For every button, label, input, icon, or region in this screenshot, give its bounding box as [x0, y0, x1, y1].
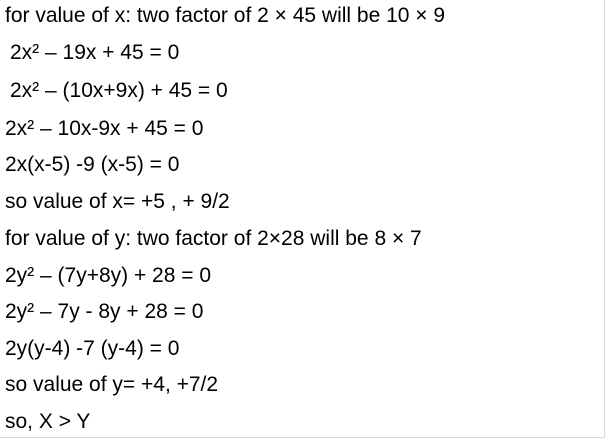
y-factored-form: 2y(y-4) -7 (y-4) = 0 [5, 337, 180, 360]
y-split-middle-term: 2y² – (7y+8y) + 28 = 0 [5, 264, 212, 287]
conclusion: so, X > Y [5, 410, 91, 433]
y-solution: so value of y= +4, +7/2 [5, 373, 219, 396]
x-equation: 2x² – 19x + 45 = 0 [10, 41, 180, 64]
y-expanded-terms: 2y² – 7y - 8y + 28 = 0 [5, 300, 204, 323]
x-expanded-terms: 2x² – 10x-9x + 45 = 0 [5, 117, 204, 140]
x-solution: so value of x= +5 , + 9/2 [5, 190, 230, 213]
x-factor-intro: for value of x: two factor of 2 × 45 will be 10 × 9 [5, 4, 446, 27]
x-split-middle-term: 2x² – (10x+9x) + 45 = 0 [10, 79, 228, 102]
x-factored-form: 2x(x-5) -9 (x-5) = 0 [5, 153, 180, 176]
y-factor-intro: for value of y: two factor of 2×28 will be 8 × 7 [5, 227, 422, 250]
